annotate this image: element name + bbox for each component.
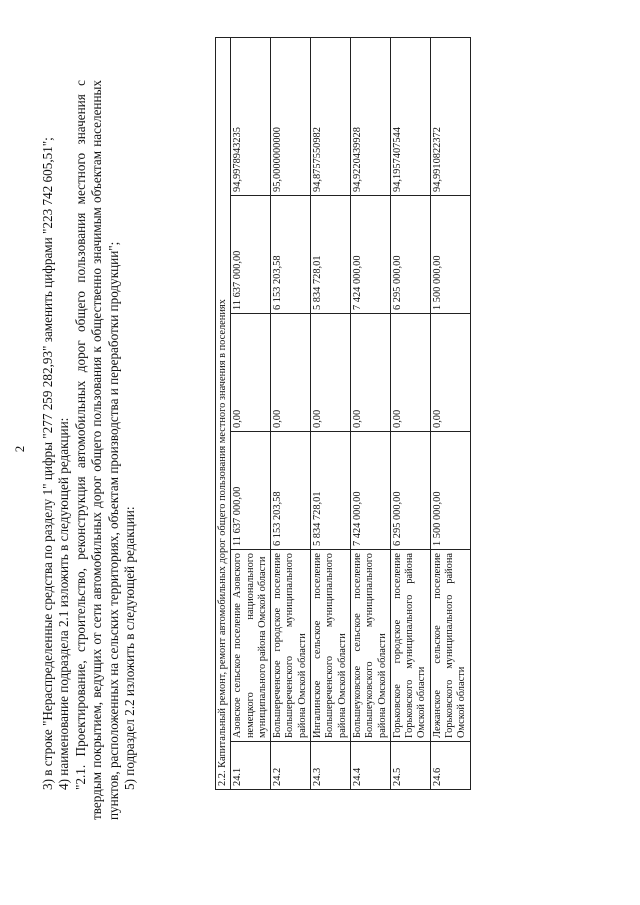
amount-cell: 6 153 203,58 bbox=[271, 432, 311, 550]
page-number: 2 bbox=[12, 445, 27, 453]
amount-cell: 6 153 203,58 bbox=[271, 196, 311, 314]
amount-cell: 0,00 bbox=[271, 314, 311, 432]
body-text bbox=[40, 80, 138, 820]
percent-cell: 94,8757550982 bbox=[311, 38, 351, 196]
amount-cell: 11 637 000,00 bbox=[231, 432, 271, 550]
table-row bbox=[231, 38, 271, 790]
percent-cell: 94,9910822372 bbox=[430, 38, 470, 196]
data-table bbox=[215, 37, 471, 790]
amount-cell: 1 500 000,00 bbox=[430, 196, 470, 314]
amount-cell: 0,00 bbox=[231, 314, 271, 432]
section-title: 2.2. Капитальный ремонт, ремонт автомобильных дорог общего пользования местного значения в поселениях bbox=[216, 38, 231, 790]
settlement-name-cell: Горьковское городское поселение Горьковского муниципального района Омской области bbox=[390, 550, 430, 742]
amount-cell: 5 834 728,01 bbox=[311, 196, 351, 314]
paragraph-item-5: 5) подраздел 2.2 изложить в следующей редакции: bbox=[122, 506, 138, 790]
amount-cell: 11 637 000,00 bbox=[231, 196, 271, 314]
subsection-table bbox=[215, 38, 471, 790]
paragraph-item-4: 4) наименование подраздела 2.1 изложить в следующей редакции: bbox=[56, 417, 72, 790]
amount-cell: 7 424 000,00 bbox=[350, 196, 390, 314]
table-row bbox=[390, 38, 430, 790]
row-number-cell: 24.4 bbox=[350, 742, 390, 790]
percent-cell: 94,9978943235 bbox=[231, 38, 271, 196]
settlement-name-cell: Ингалинское сельское поселение Большереченского муниципального района Омской области bbox=[311, 550, 351, 742]
row-number-cell: 24.2 bbox=[271, 742, 311, 790]
row-number-cell: 24.3 bbox=[311, 742, 351, 790]
amount-cell: 0,00 bbox=[390, 314, 430, 432]
table-section-row bbox=[216, 38, 231, 790]
paragraph-item-3: 3) в строке "Нераспределенные средства по разделу 1" цифры "277 259 282,93" заменить цифрами "223 742 605,51"; bbox=[40, 137, 55, 790]
amount-cell: 0,00 bbox=[311, 314, 351, 432]
amount-cell: 0,00 bbox=[430, 314, 470, 432]
amount-cell: 5 834 728,01 bbox=[311, 432, 351, 550]
amount-cell: 1 500 000,00 bbox=[430, 432, 470, 550]
settlement-name-cell: Большеуковское сельское поселение Большеуковского муниципального района Омской области bbox=[350, 550, 390, 742]
amount-cell: 0,00 bbox=[350, 314, 390, 432]
table-row bbox=[271, 38, 311, 790]
settlement-name-cell: Большереченское городское поселение Большереченского муниципального района Омской области bbox=[271, 550, 311, 742]
table-row bbox=[430, 38, 470, 790]
table-row bbox=[350, 38, 390, 790]
amount-cell: 7 424 000,00 bbox=[350, 432, 390, 550]
percent-cell: 94,9220439928 bbox=[350, 38, 390, 196]
table-row bbox=[311, 38, 351, 790]
amount-cell: 6 295 000,00 bbox=[390, 196, 430, 314]
percent-cell: 95,0000000000 bbox=[271, 38, 311, 196]
percent-cell: 94,1957407544 bbox=[390, 38, 430, 196]
row-number-cell: 24.5 bbox=[390, 742, 430, 790]
settlement-name-cell: Лежанское сельское поселение Горьковского муниципального района Омской области bbox=[430, 550, 470, 742]
settlement-name-cell: Азовское сельское поселение Азовского немецкого национального муниципального района Омской области bbox=[231, 550, 271, 742]
row-number-cell: 24.1 bbox=[231, 742, 271, 790]
amount-cell: 6 295 000,00 bbox=[390, 432, 430, 550]
row-number-cell: 24.6 bbox=[430, 742, 470, 790]
paragraph-subsection-2-1: "2.1. Проектирование, строительство, реконструкция автомобильных дорог общего пользования местного значения с твердым покрытием, ведущих от сети автомобильных дорог общего пользования к общественно значимым объектам населенных пунктов, расположенных на сельских территориях, объектам производства и переработки продукции"; bbox=[72, 80, 121, 820]
